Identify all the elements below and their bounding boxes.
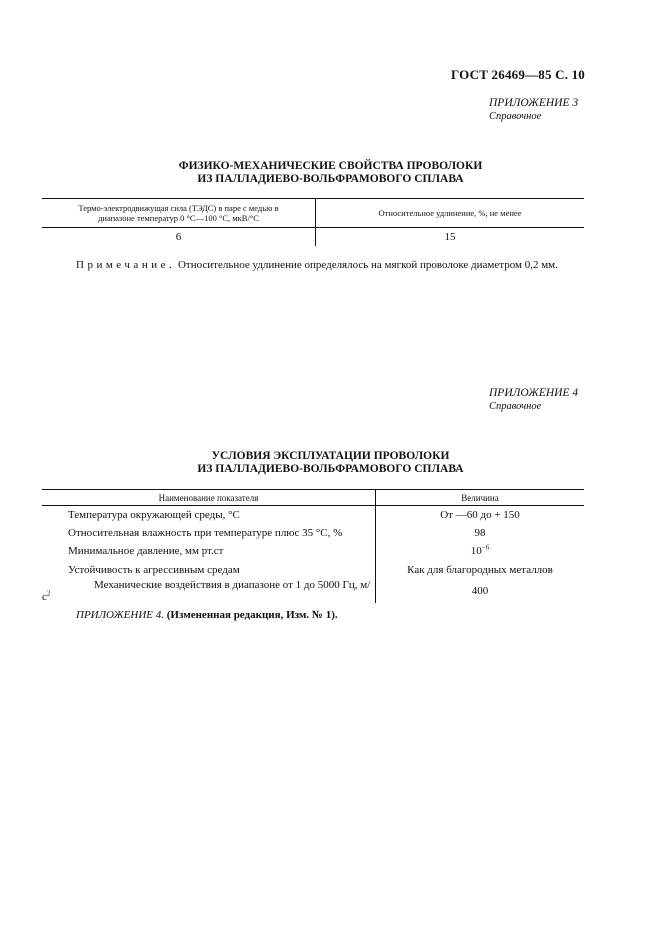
document-header: ГОСТ 26469—85 С. 10 <box>451 67 585 82</box>
appendix-4-title <box>0 450 661 476</box>
note-text: Относительное удлинение определялось на мягкой проволоке диаметром 0,2 мм. <box>177 259 558 271</box>
operating-conditions-header-value: Величина <box>461 492 499 503</box>
table-cell: 6 <box>42 228 316 247</box>
table-cell: 98 <box>474 527 486 540</box>
row-name: Минимальное давление, мм рт.ст <box>68 545 224 558</box>
amendment-text: (Измененная редакция, Изм. № 1). <box>166 609 338 621</box>
table-row <box>42 579 584 603</box>
properties-table-header-tedc-line-2: диапазоне температур 0 °С—100 °С, мкВ/°С <box>98 213 259 223</box>
appendix-4-label-block <box>489 387 578 413</box>
table-row <box>42 506 584 525</box>
row-name: Температура окружающей среды, °С <box>68 509 240 522</box>
appendix-3-label: ПРИЛОЖЕНИЕ 3 <box>489 97 579 109</box>
table-row <box>42 542 584 560</box>
note-label: Примечание. <box>76 259 176 271</box>
operating-conditions-header-row <box>42 490 584 506</box>
table-cell <box>376 542 585 560</box>
row-name-base: Механические воздействия в диапазоне от 1 до 5000 Гц, м/с <box>42 578 371 603</box>
table-row <box>42 524 584 542</box>
amendment-note <box>76 609 338 621</box>
table-cell: 400 <box>471 584 489 597</box>
table-cell <box>42 524 376 542</box>
properties-table-header-tedc-line-1: Термо-электродвижущая сила (ТЭДС) в паре с медью в <box>78 203 279 213</box>
properties-table-header-elongation: Относительное удлинение, %, не менее <box>378 208 522 218</box>
appendix-4-label: ПРИЛОЖЕНИЕ 4 <box>489 387 579 399</box>
table-cell <box>42 561 376 579</box>
table-cell <box>42 506 376 525</box>
appendix-4-type: Справочное <box>489 401 542 412</box>
appendix-4-title-line-2: ИЗ ПАЛЛАДИЕВО-ВОЛЬФРАМОВОГО СПЛАВА <box>197 463 464 475</box>
operating-conditions-header-name: Наименование показателя <box>42 490 376 506</box>
properties-table-header-row <box>42 199 584 228</box>
table-cell: От —60 до + 150 <box>440 509 520 522</box>
row-name: Относительная влажность при температуре плюс 35 °С, % <box>68 527 343 540</box>
value-exponent: −6 <box>481 543 490 552</box>
row-name-exponent: 2 <box>46 589 51 598</box>
table-cell <box>42 542 376 560</box>
operating-conditions-table <box>42 489 584 603</box>
properties-table-header-tedc <box>42 199 316 228</box>
appendix-3-note <box>76 259 558 271</box>
table-cell: 15 <box>444 231 456 243</box>
appendix-3-label-block <box>489 97 578 123</box>
table-row <box>42 561 584 579</box>
amendment-label: ПРИЛОЖЕНИЕ 4. <box>76 609 164 621</box>
table-cell: Как для благородных металлов <box>407 563 553 576</box>
row-name: Устойчивость к агрессивным средам <box>68 563 240 576</box>
appendix-3-title <box>0 160 661 186</box>
value-base: 10 <box>470 545 482 558</box>
table-row <box>42 228 584 247</box>
properties-table <box>42 198 584 246</box>
row-name <box>42 579 370 603</box>
appendix-3-title-line-2: ИЗ ПАЛЛАДИЕВО-ВОЛЬФРАМОВОГО СПЛАВА <box>197 173 464 185</box>
table-cell <box>42 579 376 603</box>
appendix-4-title-line-1: УСЛОВИЯ ЭКСПЛУАТАЦИИ ПРОВОЛОКИ <box>211 450 450 462</box>
appendix-3-type: Справочное <box>489 111 542 122</box>
appendix-3-title-line-1: ФИЗИКО-МЕХАНИЧЕСКИЕ СВОЙСТВА ПРОВОЛОКИ <box>178 160 483 172</box>
